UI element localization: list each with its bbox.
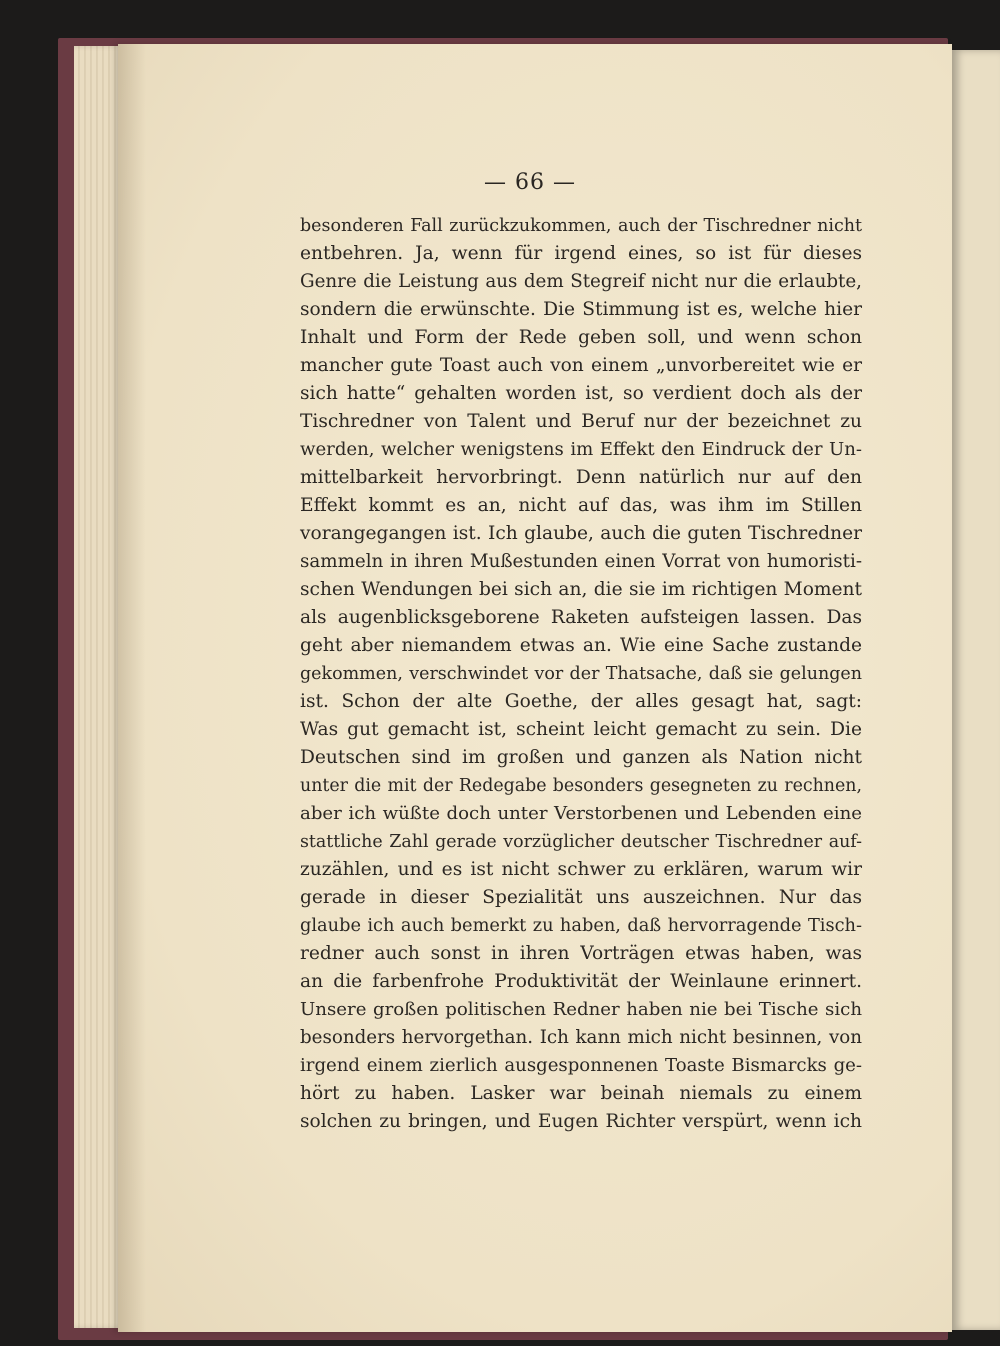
text-line: sondern die erwünschte. Die Stimmung ist es, welche hier bbox=[300, 299, 862, 320]
text-line: glaube ich auch bemerkt zu haben, daß hervorragende Tisch- bbox=[300, 915, 862, 936]
text-line: Unsere großen politischen Redner haben nie bei Tische sich bbox=[300, 999, 862, 1020]
text-line: unter die mit der Redegabe besonders gesegneten zu rechnen, bbox=[300, 776, 862, 796]
text-line: geht aber niemandem etwas an. Wie eine Sache zustande bbox=[300, 635, 862, 656]
text-line: sammeln in ihren Mußestunden einen Vorrat von humoristi- bbox=[300, 551, 862, 572]
text-line: besonderen Fall zurückzukommen, auch der Tischredner nicht bbox=[300, 216, 862, 236]
text-line: mancher gute Toast auch von einem „unvorbereitet wie er bbox=[300, 355, 862, 376]
text-line: Tischredner von Talent und Beruf nur der bezeichnet zu bbox=[300, 411, 862, 432]
text-line: mittelbarkeit hervorbringt. Denn natürlich nur auf den bbox=[300, 467, 862, 488]
text-line: schen Wendungen bei sich an, die sie im richtigen Moment bbox=[300, 579, 862, 600]
facing-page-edge bbox=[952, 50, 1000, 1330]
text-line: aber ich wüßte doch unter Verstorbenen und Lebenden eine bbox=[300, 803, 862, 824]
page-number: — 66 — bbox=[484, 170, 576, 195]
gutter-shadow bbox=[118, 44, 146, 1332]
text-line: zuzählen, und es ist nicht schwer zu erklären, warum wir bbox=[300, 859, 862, 880]
text-line: sich hatte“ gehalten worden ist, so verdient doch als der bbox=[300, 383, 862, 404]
text-line: Effekt kommt es an, nicht auf das, was ihm im Stillen bbox=[300, 495, 862, 516]
text-line: entbehren. Ja, wenn für irgend eines, so ist für dieses bbox=[300, 243, 862, 264]
text-line: stattliche Zahl gerade vorzüglicher deutscher Tischredner auf- bbox=[300, 832, 862, 852]
text-line: hört zu haben. Lasker war beinah niemals zu einem bbox=[300, 1083, 862, 1104]
text-line: Inhalt und Form der Rede geben soll, und wenn schon bbox=[300, 327, 862, 348]
body-text bbox=[300, 212, 862, 1136]
text-line: redner auch sonst in ihren Vorträgen etwas haben, was bbox=[300, 943, 862, 964]
text-line: ist. Schon der alte Goethe, der alles gesagt hat, sagt: bbox=[300, 691, 862, 712]
text-line: vorangegangen ist. Ich glaube, auch die guten Tischredner bbox=[300, 523, 862, 544]
text-line: besonders hervorgethan. Ich kann mich nicht besinnen, von bbox=[300, 1027, 862, 1048]
text-line: werden, welcher wenigstens im Effekt den Eindruck der Un- bbox=[300, 439, 862, 460]
text-line: solchen zu bringen, und Eugen Richter verspürt, wenn ich bbox=[300, 1111, 862, 1132]
text-line: Genre die Leistung aus dem Stegreif nicht nur die erlaubte, bbox=[300, 271, 862, 292]
text-line: an die farbenfrohe Produktivität der Weinlaune erinnert. bbox=[300, 971, 862, 992]
text-line: gekommen, verschwindet vor der Thatsache, daß sie gelungen bbox=[300, 664, 862, 684]
text-line: gerade in dieser Spezialität uns auszeichnen. Nur das bbox=[300, 887, 862, 908]
text-line: Was gut gemacht ist, scheint leicht gemacht zu sein. Die bbox=[300, 719, 862, 740]
text-line: irgend einem zierlich ausgesponnenen Toaste Bismarcks ge- bbox=[300, 1055, 862, 1076]
text-line: als augenblicksgeborene Raketen aufsteigen lassen. Das bbox=[300, 607, 862, 628]
text-line: Deutschen sind im großen und ganzen als Nation nicht bbox=[300, 747, 862, 768]
